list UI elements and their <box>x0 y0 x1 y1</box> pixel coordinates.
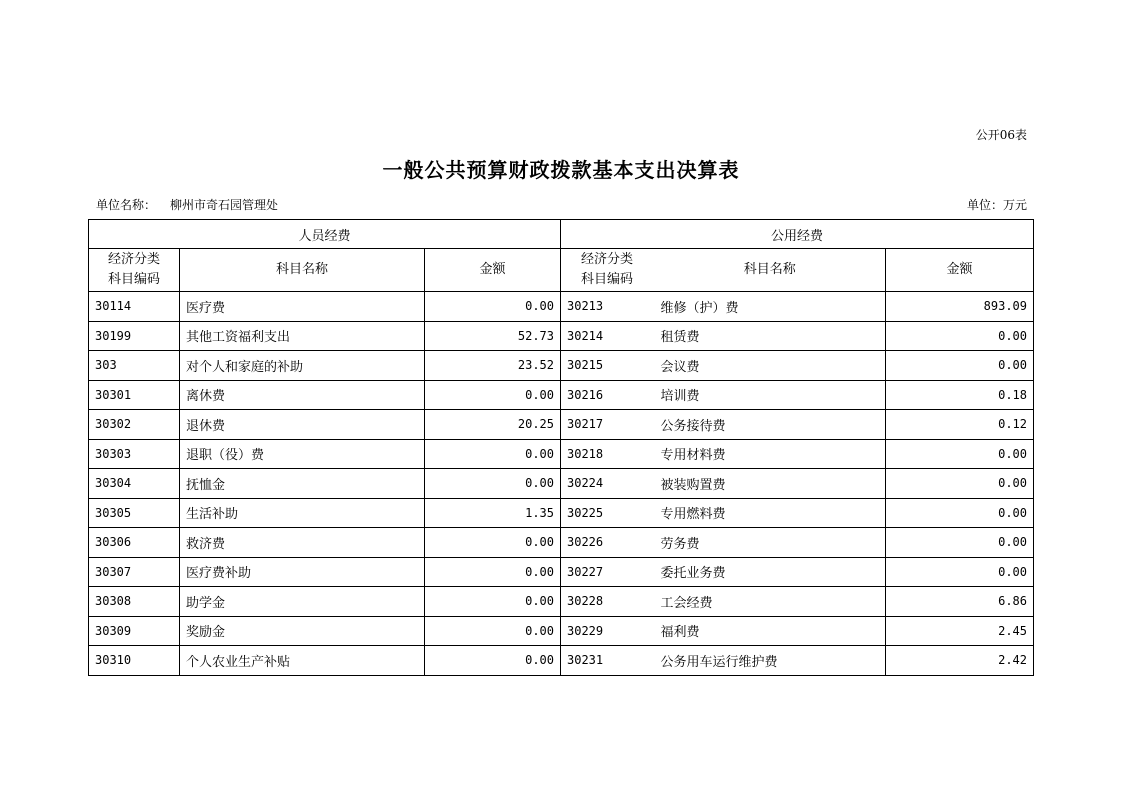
right-name: 劳务费 <box>655 528 886 558</box>
left-code: 30302 <box>89 410 180 440</box>
left-code: 30114 <box>89 292 180 322</box>
left-name: 个人农业生产补贴 <box>180 646 425 676</box>
left-amount: 0.00 <box>425 380 561 410</box>
right-code: 30231 <box>561 646 655 676</box>
col-right-code-line2: 科目编码 <box>581 272 634 287</box>
right-name: 专用燃料费 <box>655 498 886 528</box>
left-name: 奖励金 <box>180 616 425 646</box>
right-code: 30228 <box>561 587 655 617</box>
group-personnel: 人员经费 <box>89 220 561 249</box>
left-code: 30310 <box>89 646 180 676</box>
left-amount: 0.00 <box>425 587 561 617</box>
right-amount: 0.00 <box>886 321 1034 351</box>
left-name: 救济费 <box>180 528 425 558</box>
col-left-code-line1: 经济分类 <box>107 252 160 267</box>
unit-name-label: 单位名称： <box>96 198 157 212</box>
right-name: 公务接待费 <box>655 410 886 440</box>
expenditure-table <box>88 219 1034 676</box>
left-code: 30306 <box>89 528 180 558</box>
right-amount: 2.45 <box>886 616 1034 646</box>
col-right-code <box>561 249 655 292</box>
table-row <box>89 498 1034 528</box>
left-name: 助学金 <box>180 587 425 617</box>
left-code: 30308 <box>89 587 180 617</box>
left-amount: 23.52 <box>425 351 561 381</box>
unit-name-value: 柳州市奇石园管理处 <box>170 198 279 212</box>
left-name: 对个人和家庭的补助 <box>180 351 425 381</box>
right-amount: 0.00 <box>886 528 1034 558</box>
right-code: 30226 <box>561 528 655 558</box>
col-right-code-line1: 经济分类 <box>581 252 634 267</box>
left-amount: 0.00 <box>425 469 561 499</box>
left-code: 30304 <box>89 469 180 499</box>
left-amount: 52.73 <box>425 321 561 351</box>
right-name: 专用材料费 <box>655 439 886 469</box>
right-code: 30227 <box>561 557 655 587</box>
right-name: 工会经费 <box>655 587 886 617</box>
left-code: 30199 <box>89 321 180 351</box>
unit-info-row <box>96 196 1027 213</box>
col-right-amount: 金额 <box>886 249 1034 292</box>
table-row <box>89 351 1034 381</box>
right-code: 30217 <box>561 410 655 440</box>
left-amount: 0.00 <box>425 646 561 676</box>
right-code: 30218 <box>561 439 655 469</box>
table-row <box>89 646 1034 676</box>
right-amount: 0.00 <box>886 557 1034 587</box>
col-left-amount: 金额 <box>425 249 561 292</box>
table-row <box>89 321 1034 351</box>
left-amount: 1.35 <box>425 498 561 528</box>
table-row <box>89 439 1034 469</box>
table-body <box>89 292 1034 676</box>
left-amount: 0.00 <box>425 528 561 558</box>
left-code: 30303 <box>89 439 180 469</box>
table-row <box>89 292 1034 322</box>
left-code: 30305 <box>89 498 180 528</box>
right-amount: 6.86 <box>886 587 1034 617</box>
right-amount: 893.09 <box>886 292 1034 322</box>
table-row <box>89 616 1034 646</box>
left-amount: 20.25 <box>425 410 561 440</box>
col-right-name: 科目名称 <box>655 249 886 292</box>
page-title: 一般公共预算财政拨款基本支出决算表 <box>382 158 740 182</box>
left-amount: 0.00 <box>425 557 561 587</box>
right-amount: 0.00 <box>886 351 1034 381</box>
right-amount: 0.12 <box>886 410 1034 440</box>
right-name: 培训费 <box>655 380 886 410</box>
left-amount: 0.00 <box>425 439 561 469</box>
right-amount: 0.18 <box>886 380 1034 410</box>
group-public: 公用经费 <box>561 220 1034 249</box>
right-code: 30215 <box>561 351 655 381</box>
table-row <box>89 587 1034 617</box>
right-code: 30225 <box>561 498 655 528</box>
right-name: 会议费 <box>655 351 886 381</box>
left-code: 30307 <box>89 557 180 587</box>
col-left-name: 科目名称 <box>180 249 425 292</box>
col-left-code-line2: 科目编码 <box>107 272 160 287</box>
left-code: 30301 <box>89 380 180 410</box>
left-code: 30309 <box>89 616 180 646</box>
currency-unit: 单位：万元 <box>966 198 1027 212</box>
right-amount: 0.00 <box>886 439 1034 469</box>
left-name: 其他工资福利支出 <box>180 321 425 351</box>
left-name: 退职（役）费 <box>180 439 425 469</box>
table-row <box>89 380 1034 410</box>
right-name: 公务用车运行维护费 <box>655 646 886 676</box>
right-code: 30213 <box>561 292 655 322</box>
right-code: 30214 <box>561 321 655 351</box>
left-name: 抚恤金 <box>180 469 425 499</box>
table-row <box>89 469 1034 499</box>
col-left-code <box>89 249 180 292</box>
left-name: 医疗费 <box>180 292 425 322</box>
group-header-row <box>89 220 1034 249</box>
table-row <box>89 410 1034 440</box>
left-amount: 0.00 <box>425 292 561 322</box>
right-amount: 0.00 <box>886 469 1034 499</box>
right-name: 维修（护）费 <box>655 292 886 322</box>
right-code: 30224 <box>561 469 655 499</box>
right-code: 30216 <box>561 380 655 410</box>
table-row <box>89 528 1034 558</box>
left-name: 退休费 <box>180 410 425 440</box>
right-name: 福利费 <box>655 616 886 646</box>
right-name: 被装购置费 <box>655 469 886 499</box>
left-name: 离休费 <box>180 380 425 410</box>
left-code: 303 <box>89 351 180 381</box>
right-name: 租赁费 <box>655 321 886 351</box>
left-amount: 0.00 <box>425 616 561 646</box>
table-number: 公开06表 <box>975 128 1027 142</box>
right-amount: 0.00 <box>886 498 1034 528</box>
right-amount: 2.42 <box>886 646 1034 676</box>
left-name: 医疗费补助 <box>180 557 425 587</box>
left-name: 生活补助 <box>180 498 425 528</box>
table-row <box>89 557 1034 587</box>
unit-name-block <box>96 196 278 213</box>
right-code: 30229 <box>561 616 655 646</box>
right-name: 委托业务费 <box>655 557 886 587</box>
column-header-row <box>89 249 1034 292</box>
